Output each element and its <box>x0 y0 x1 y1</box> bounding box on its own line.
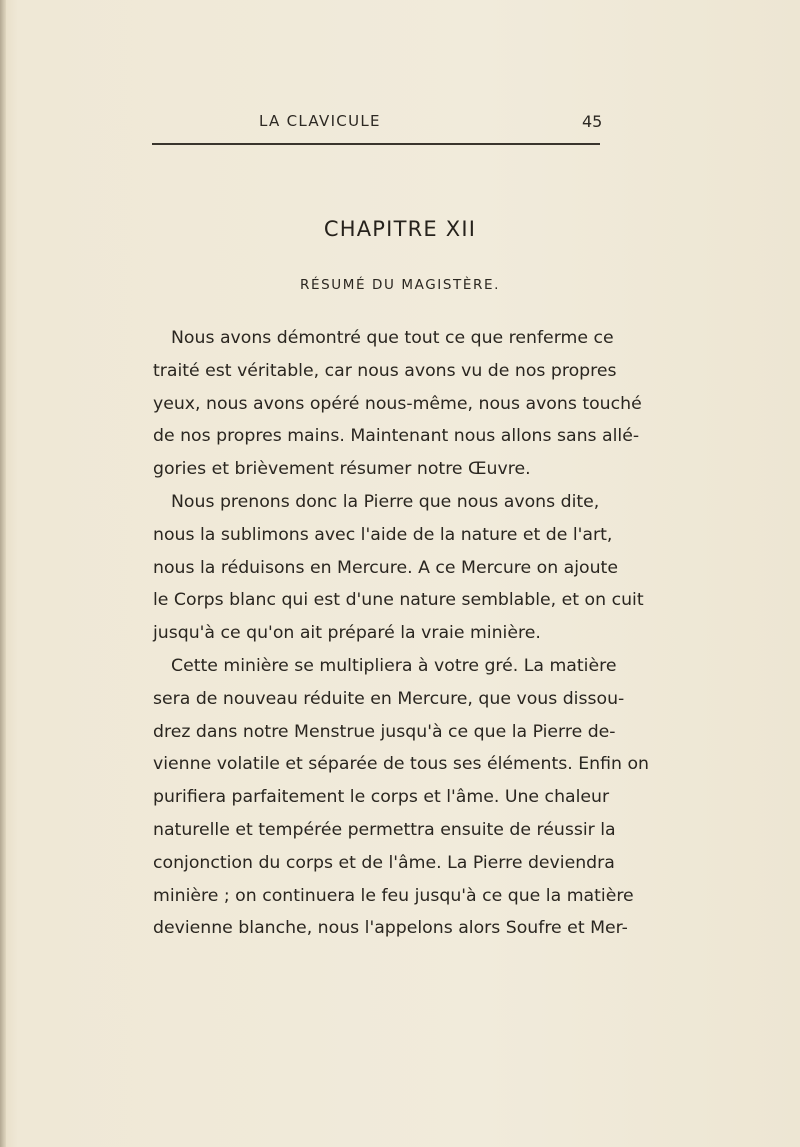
text-line: Cette minière se multipliera à votre gré. La matière <box>171 655 617 676</box>
page-gutter-shadow <box>0 0 6 1147</box>
text-line: Nous avons démontré que tout ce que renferme ce <box>171 328 614 348</box>
body-text <box>153 322 649 945</box>
text-line: drez dans notre Menstrue jusqu'à ce que la Pierre de- <box>153 721 616 742</box>
running-title: LA CLAVICULE <box>259 112 381 130</box>
text-line: sera de nouveau réduite en Mercure, que vous dissou- <box>153 688 625 709</box>
text-line: devienne blanche, nous l'appelons alors Soufre et Mer- <box>153 918 628 939</box>
text-line: vienne volatile et séparée de tous ses éléments. Enfin on <box>153 754 649 775</box>
text-line: Nous prenons donc la Pierre que nous avons dite, <box>171 491 600 512</box>
text-line: nous la sublimons avec l'aide de la nature et de l'art, <box>153 524 613 545</box>
text-line: jusqu'à ce qu'on ait préparé la vraie minière. <box>153 623 541 644</box>
text-line: naturelle et tempérée permettra ensuite de réussir la <box>153 819 616 840</box>
header-rule <box>152 143 600 145</box>
text-line: le Corps blanc qui est d'une nature semblable, et on cuit <box>153 590 644 611</box>
page-number: 45 <box>582 112 603 131</box>
text-line: purifiera parfaitement le corps et l'âme. Une chaleur <box>153 787 610 808</box>
text-line: de nos propres mains. Maintenant nous allons sans allé- <box>153 426 640 447</box>
text-line: yeux, nous avons opéré nous-même, nous avons touché <box>153 393 642 414</box>
chapter-subtitle: RÉSUMÉ DU MAGISTÈRE. <box>299 277 501 293</box>
text-line: minière ; on continuera le feu jusqu'à ce que la matière <box>153 885 634 906</box>
text-line: traité est véritable, car nous avons vu de nos propres <box>153 360 617 381</box>
text-line: gories et brièvement résumer notre Œuvre. <box>153 459 531 480</box>
text-line: conjonction du corps et de l'âme. La Pierre deviendra <box>153 852 615 873</box>
chapter-title: CHAPITRE XII <box>323 217 477 241</box>
text-line: nous la réduisons en Mercure. A ce Mercure on ajoute <box>153 557 618 578</box>
running-head <box>0 112 800 136</box>
